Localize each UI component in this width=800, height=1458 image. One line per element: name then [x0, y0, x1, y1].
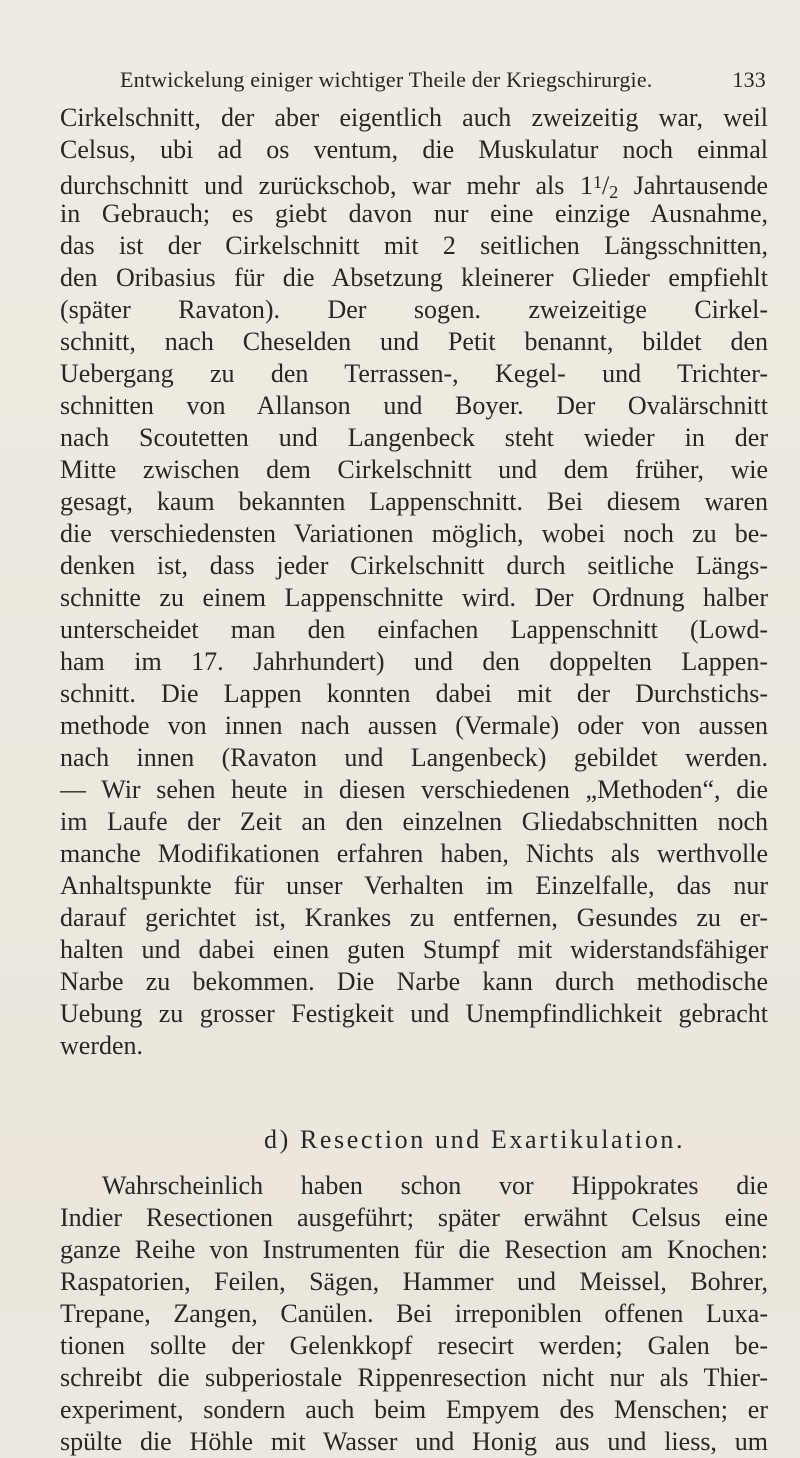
text-line: ganze Reihe von Instrumenten für die Resection am Knochen: [60, 1235, 768, 1264]
text-line: (später Ravaton). Der sogen. zweizeitige Cirkel- [60, 295, 768, 324]
text-line: halten und dabei einen guten Stumpf mit widerstandsfähiger [60, 935, 768, 964]
text-line: schnitt. Die Lappen konnten dabei mit der Durchstichs- [60, 679, 768, 708]
text-line: Celsus, ubi ad os ventum, die Muskulatur noch einmal [60, 135, 768, 164]
text-line: durchschnitt und zurückschob, war mehr als $1^1/2$ Jahrtausende [60, 166, 768, 198]
text-line: methode von innen nach aussen (Vermale) oder von aussen [60, 711, 768, 740]
running-head-title: Entwickelung einiger wichtiger Theile der Kriegschirurgie. [120, 67, 653, 92]
text-line-segment: durchschnitt und zurückschob, war mehr als [60, 171, 565, 198]
text-line: das ist der Cirkelschnitt mit 2 seitlichen Längsschnitten, [60, 231, 768, 260]
text-line: denken ist, dass jeder Cirkelschnitt durch seitliche Längs- [60, 551, 768, 580]
body-text [60, 102, 768, 1458]
text-line: darauf gerichtet ist, Krankes zu entfernen, Gesundes zu er- [60, 903, 768, 932]
text-line: schnitten von Allanson und Boyer. Der Ovalärschnitt [60, 391, 768, 420]
text-line: ham im 17. Jahrhundert) und den doppelten Lappen- [60, 647, 768, 676]
text-line: nach innen (Ravaton und Langenbeck) gebildet werden. [60, 743, 768, 772]
text-line: schnitte zu einem Lappenschnitte wird. Der Ordnung halber [60, 583, 768, 612]
text-line: in Gebrauch; es giebt davon nur eine einzige Ausnahme, [60, 199, 768, 228]
text-line: — Wir sehen heute in diesen verschiedenen „Methoden“, die [60, 775, 768, 804]
text-line: werden. [60, 1031, 144, 1060]
text-line: Mitte zwischen dem Cirkelschnitt und dem früher, wie [60, 455, 768, 484]
text-line: den Oribasius für die Absetzung kleinerer Glieder empfiehlt [60, 263, 768, 292]
text-line: spülte die Höhle mit Wasser und Honig aus und liess, um [60, 1427, 768, 1456]
section-heading: d) Resection und Exartikulation. [264, 1125, 686, 1154]
text-line: Raspatorien, Feilen, Sägen, Hammer und Meissel, Bohrer, [60, 1267, 768, 1296]
text-line: Narbe zu bekommen. Die Narbe kann durch methodische [60, 967, 768, 996]
text-line: schnitt, nach Cheselden und Petit benannt, bildet den [60, 327, 768, 356]
spacer [60, 1062, 768, 1124]
fraction-whole: 1 [579, 171, 593, 198]
text-line-segment: Jahrtausende [633, 171, 768, 198]
text-line: nach Scoutetten und Langenbeck steht wieder in der [60, 423, 768, 452]
text-line: die verschiedensten Variationen möglich, wobei noch zu be- [60, 519, 768, 548]
fraction-numerator: 1 [592, 172, 602, 192]
text-line: im Laufe der Zeit an den einzelnen Gliedabschnitten noch [60, 807, 768, 836]
text-line: Cirkelschnitt, der aber eigentlich auch zweizeitig war, weil [60, 103, 768, 132]
text-line: gesagt, kaum bekannten Lappenschnitt. Bei diesem waren [60, 487, 768, 516]
text-line: Uebung zu grosser Festigkeit und Unempfindlichkeit gebracht [60, 999, 768, 1028]
fraction-denominator: 2 [609, 182, 619, 198]
page-number: 133 [732, 67, 766, 92]
running-head [120, 60, 766, 100]
text-line: Wahrscheinlich haben schon vor Hippokrates die [102, 1171, 768, 1200]
text-line: Anhaltspunkte für unser Verhalten im Einzelfalle, das nur [60, 871, 768, 900]
text-line: schreibt die subperiostale Rippenresection nicht nur als Thier- [60, 1363, 768, 1392]
text-line: experiment, sondern auch beim Empyem des Menschen; er [60, 1395, 768, 1424]
text-line: Indier Resectionen ausgeführt; später erwähnt Celsus eine [60, 1203, 768, 1232]
text-line: Trepane, Zangen, Canülen. Bei irreponiblen offenen Luxa- [60, 1299, 768, 1328]
text-line: Uebergang zu den Terrassen-, Kegel- und Trichter- [60, 359, 768, 388]
text-line: tionen sollte der Gelenkkopf resecirt werden; Galen be- [60, 1331, 768, 1360]
text-line: manche Modifikationen erfahren haben, Nichts als werthvolle [60, 839, 768, 868]
paragraph-resection [60, 1170, 768, 1458]
paragraph-amputation-methods [60, 102, 768, 1062]
text-line: unterscheidet man den einfachen Lappenschnitt (Lowd- [60, 615, 768, 644]
spacer [60, 1156, 768, 1170]
